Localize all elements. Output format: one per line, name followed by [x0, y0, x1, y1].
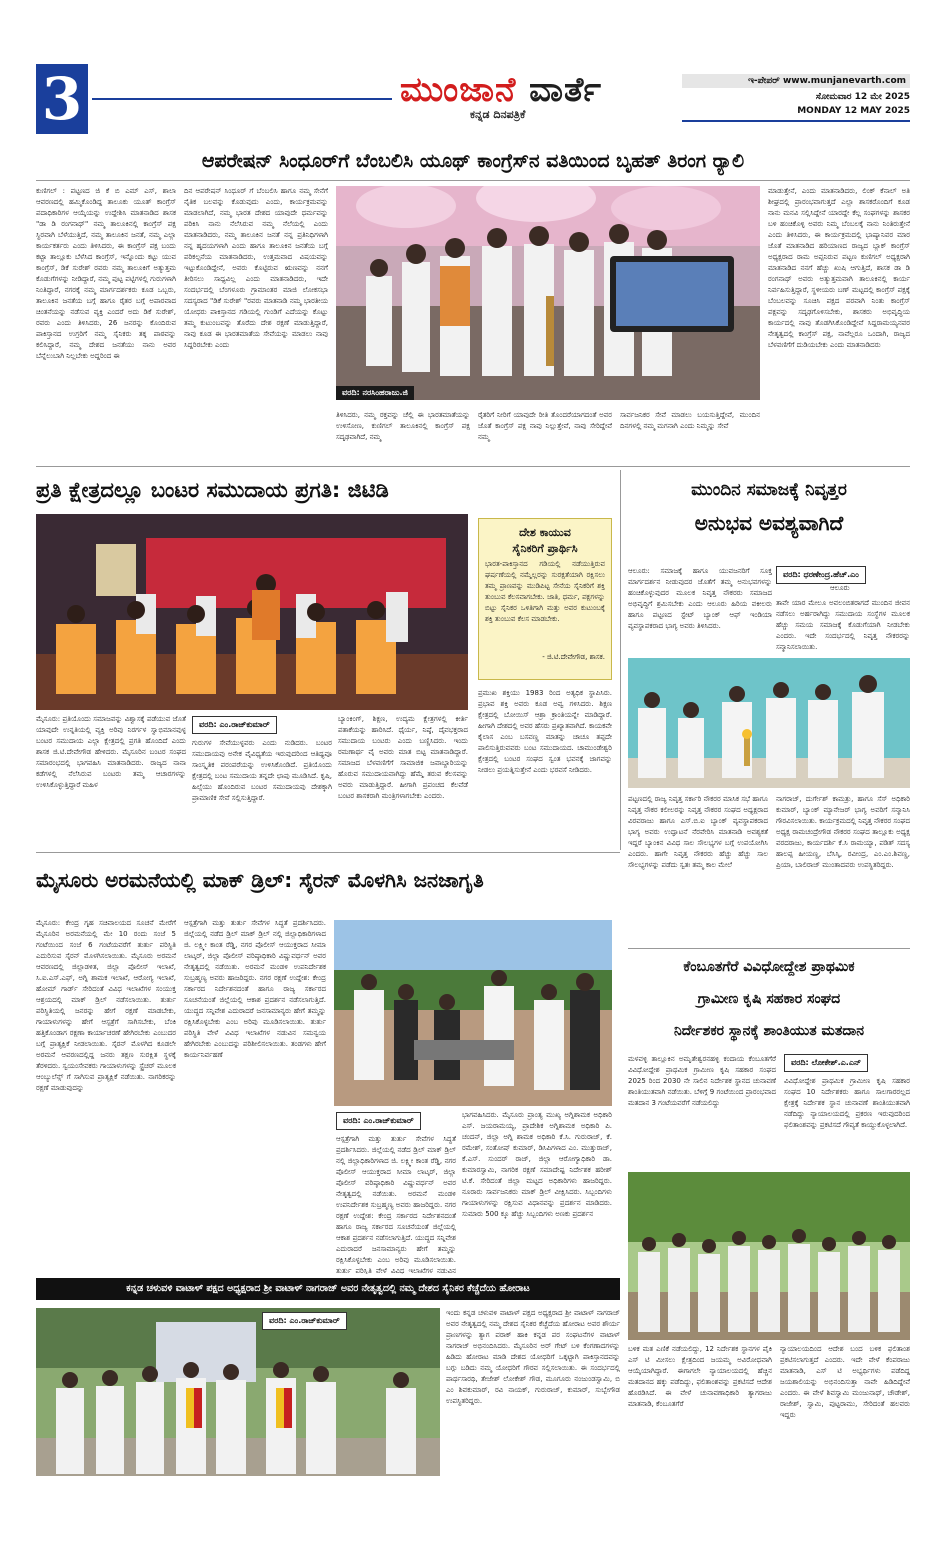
sidebar-body: ಭಾರತ-ಪಾಕಿಸ್ತಾನದ ಗಡಿಯಲ್ಲಿ ನಡೆಯುತ್ತಿರುವ ಘರ್ಷಣೆಯಲ್ಲಿ ನಮ್ಮೆಲ್ಲರನ್ನು ಸುರಕ್ಷತೆಯಾಗಿ ರಕ್ಷಿಸಲು ತಮ್ಮ ಪ್ರಾಣವನ್ನು ಮುಡಿಪಿಟ್ಟ ಸೇನೆಯ ಸೈನಿಕರಿಗೆ ಶಕ್ತಿ ತುಂಬುವ ಕೆಲಸವಾಗಬೇಕು. ಜಾತಿ, ಧರ್ಮ, ಪಕ್ಷಗಳನ್ನು ಬಿಟ್ಟು ಸೈನಿಕರ ಒಳಿತಿಗಾಗಿ ಮತ್ತು ಅವರ ಕುಟುಂಬಕ್ಕೆ ಶಕ್ತಿ ತುಂಬುವ ಕೆಲಸ ಮಾಡಬೇಕು.	[485, 560, 605, 623]
story2-col3: ಬ್ಯಾಂಕಿಂಗ್, ಶಿಕ್ಷಣ, ಉದ್ಯಮ ಕ್ಷೇತ್ರಗಳಲ್ಲಿ ಕೀರ್ತಿ ಪತಾಕೆಯನ್ನು ಹಾರಿಸಿದೆ. ಧೈರ್ಯ, ನಿಷ್ಠೆ, ದೈವಭಕ್ತರಾದ ಸಮುದಾಯ ಬಂಟರು ಎಂದು ಬಣ್ಣಿಸಿದರು. ಇಂದು ರಮಣಾರ್ಥ ವೈ ಅವರು ಮಾತ ಬಿಟ್ಟ ಮಾತನಾಡಿದ್ದಾರೆ. ಸಮಾಜದ ಬೆಳವಣಿಗೆಗೆ ಸಾಮಾಜಿಕ ಜವಾಬ್ದಾರಿಯನ್ನು ಹೊರುವ ಸಮುದಾಯವಾಗಿದ್ದು ಹೆಮ್ಮೆ ತರುವ ಕೆಲಸವನ್ನು ಅವರು ಮಾಡುತ್ತಿದ್ದಾರೆ. ಹೀಗಾಗಿ ಪ್ರಪಂಚದ ಕೆಲವೆಡೆ ಬಂಟರ ಶಾಸಕರಾಗಿ ಮಂತ್ರಿಗಳಾಗಬೇಕು ಎಂದರು.	[338, 715, 468, 800]
story4-photo	[334, 920, 612, 1106]
story5-headline-line1: ಕೆಂಬೂತಗೆರೆ ವಿವಿಧೋದ್ದೇಶ ಪ್ರಾಥಮಿಕ	[683, 959, 855, 975]
story6-headline: ಕನ್ನಡ ಚಳುವಳಿ ವಾಟಾಳ್ ಪಕ್ಷದ ಅಧ್ಯಕ್ಷರಾದ ಶ್ರೀ ವಾಟಾಳ್ ನಾಗರಾಜ್ ಅವರ ನೇತೃತ್ವದಲ್ಲಿ ನಮ್ಮ ದೇಶದ ಸೈನಿಕರ ಕೆಚ್ಚೆದೆಯ ಹೋರಾಟ	[36, 1278, 620, 1300]
story3-byline-place: ಆಲೂರು	[830, 584, 850, 592]
felicitation-photo-image	[36, 514, 468, 710]
logo-part1: ಮುಂಜಾನೆ	[400, 70, 517, 110]
story5-col-right: ವಿವಿಧೋದ್ದೇಶ ಪ್ರಾಥಮಿಕ ಗ್ರಾಮೀಣ ಕೃಷಿ ಸಹಕಾರ ಸಂಘದ 10 ನಿರ್ದೇಶಕರು ಹಾಗೂ ಸಾಲಗಾರರಲ್ಲದ ಕ್ಷೇತ್ರಕ್ಕೆ ನಿರ್ದೇಶಕ ಸ್ಥಾನ ಚುನಾವಣೆ ಶಾಂತಿಯುತವಾಗಿ ನಡೆದಿದ್ದು ನ್ಯಾಯಾಲಯದಲ್ಲಿ ಪ್ರಕರಣ ಇರುವುದರಿಂದ ಫಲಿತಾಂಶವನ್ನು ಪ್ರಕಟಿಸದೆ ಗೌಪ್ಯತೆ ಕಾಯ್ದುಕೊಳ್ಳಲಾಗಿದೆ.	[784, 1077, 910, 1129]
tagline: ಕನ್ನಡ ದಿನಪತ್ರಿಕೆ	[470, 108, 526, 121]
story5-byline: ವರದಿ: ಲೋಕೇಶ್.ಎ.ಎನ್	[784, 1054, 868, 1072]
story3-photo	[628, 658, 910, 788]
story5-bottom-right: ನ್ಯಾಯಾಲಯದಿಂದ ಆದೇಶ ಬಂದ ಬಳಿಕ ಫಲಿತಾಂಶ ಪ್ರಕಟಿಸಲಾಗುತ್ತದೆ ಎಂದರು. ಇದೇ ವೇಳೆ ಕೆಂಪರಾಜು ಮಾತನಾಡಿ, ಎಸ್ ಟಿ ಅಭ್ಯರ್ಥಿಗಳು ಪಡೆದಿದ್ದ ಜಯಶಾಲಿಯನ್ನು ಅಭಿನಂದಿಸುತ್ತಾ ನಾವೇ ಹಿಡಿದಿದ್ದೇವೆ ಎಂದರು. ಈ ವೇಳೆ ಶಿವಸ್ವಾಮಿ ಮಂಜುನಾಥ್, ಚೌಡೇಶ್, ರಾಜೇಶ್, ಸ್ವಾಮಿ, ಪುಟ್ಟರಾಮು, ಸೇರಿದಂತೆ ಹಲವರು ಇದ್ದರು	[780, 1345, 910, 1419]
sidebar-after-text: ಪ್ರಮುಖ ಶಕ್ತಿಯು 1983 ರಿಂದ ಅತ್ಯಧಿಕ ಸ್ಥಾಪಿಸಿರು. ಪ್ರಭಾವ ಶಕ್ತಿ ಅವರು ಕೂಡ ಅವ್ವ ಗಳಿಸಿದರು. ಶಿಕ್ಷಣ ಕ್ಷೇತ್ರದಲ್ಲಿ ಬೋಯಿಸ್ ಆಶ್ರಾ ಕ್ರಾಂತಿಯನ್ನೇ ಮಾಡಿದ್ದಾರೆ. ಹೀಗಾಗಿ ದೇಶದಲ್ಲಿ ಅವರ ಹೆಸರು ಪ್ರಖ್ಯಾತವಾಗಿದೆ. ಕಾಯಕವೇ ಕೈಲಾಸ ಎಂಬ ಬಸವಣ್ಣ ಮಾತನ್ನು ಚಾಚೂ ತಪ್ಪದೇ ಪಾಲಿಸುತ್ತಿರುವವರು ಬಂಟ ಸಮುದಾಯದ. ಚಾಮುಂಡೇಶ್ವರಿ ಕ್ಷೇತ್ರದಲ್ಲಿ ಬಂಟರ ಸಂಘದ ಸ್ವಂತ ಭವನಕ್ಕೆ ಜಾಗವನ್ನು ನೀಡಲು ಪ್ರಯತ್ನಿಸುತ್ತೇನೆ ಎಂದು ಭರವಸೆ ನೀಡಿದರು.	[478, 689, 612, 774]
story1-photo-caption: ವರದಿ: ನರಸಿಂಹರಾಜು.ಜಿ	[336, 386, 414, 400]
story5-col-left: ಮಳವಳ್ಳಿ ತಾಲ್ಲೂಕಿನ ಅಮೃತೇಶ್ವರನಹಳ್ಳಿ ಕಂದಾಯ ಕೆಂಬೂತಗೆರೆ ವಿವಿಧೋದ್ದೇಶ ಪ್ರಾಥಮಿಕ ಗ್ರಾಮೀಣ ಕೃಷಿ ಸಹಕಾರ ಸಂಘದ 2025 ರಿಂದ 2030 ನೇ ಸಾಲಿನ ನಿರ್ದೇಶಕ ಸ್ಥಾನದ ಚುನಾವಣೆ ಶಾಂತಿಯುತವಾಗಿ ನಡೆಯಿತು. ಬೆಳಿಗ್ಗೆ 9 ಗಂಟೆಯಿಂದ ಪ್ರಾರಂಭವಾದ ಮತದಾನ 3 ಗಂಟೆಯವರೆಗೆ ನಡೆಯಲಿದ್ದು	[628, 1055, 776, 1107]
story4-col2: ಆಸ್ಪತ್ರೆಗಾಗಿ ಮತ್ತು ತುರ್ತು ಸೇವೆಗಳ ಸಿದ್ಧತೆ ಪ್ರದರ್ಶಿಸಿದರು. ಜಿಲ್ಲೆಯಲ್ಲಿ ನಡೆದ ಡ್ರಿಲ್ ಮಾಕ್ ಡ್ರಿಲ್ ನಲ್ಲಿ ಜಿಲ್ಲಾಧಿಕಾರಿಗಳಾದ ಜಿ. ಲಕ್ಷ್ಮೀ ಕಾಂತ ರೆಡ್ಡಿ, ನಗರ ಪೊಲೀಸ್ ಆಯುಕ್ತರಾದ ಸೀಮಾ ಲಾಟ್ಕರ್, ಜಿಲ್ಲಾ ಪೊಲೀಸ್ ವರಿಷ್ಠಾಧಿಕಾರಿ ವಿಷ್ಣುವರ್ಧನ್ ಅವರ ನೇತೃತ್ವದಲ್ಲಿ ನಡೆಯಿತು. ಅರಮನೆ ಮಂಡಳಿ ಉಪನಿರ್ದೇಶಕ ಸುಬ್ರಹ್ಮಣ್ಯ ಅವರು ಹಾಜರಿದ್ದರು. ನಗರ ರಕ್ಷಣೆ ಉದ್ದೇಶ: ಕೇಂದ್ರ ಸರ್ಕಾರದ ನಿರ್ದೇಶನದಂತೆ ಹಾಗೂ ರಾಜ್ಯ ಸರ್ಕಾರದ ಸೂಚನೆಯಂತೆ ಜಿಲ್ಲೆಯಲ್ಲಿ ಆಕಾಶ ಪ್ರದರ್ಶನ ನಡೆಸಲಾಗುತ್ತಿದೆ. ಯುದ್ಧದ ಸನ್ನಿವೇಶ ಎದುರಾದರೆ ಜನಸಾಮಾನ್ಯರು ಹೇಗೆ ತಮ್ಮನ್ನು ರಕ್ಷಿಸಿಕೊಳ್ಳಬೇಕು ಎಂಬ ಅರಿವು ಮೂಡಿಸಲಾಯಿತು. ತುರ್ತು ಪರಿಸ್ಥಿತಿ ವೇಳೆ ವಿವಿಧ ಇಲಾಖೆಗಳ ನಡುವಿನ ಸಮನ್ವಯ ಹೇಗಿರಬೇಕು ಎಂಬುದನ್ನು ಪರಿಶೀಲಿಸಲಾಯಿತು. ತಂಡಗಳು ಹೇಗೆ ಕಾರ್ಯನಿರ್ವಹಣೆ	[184, 919, 326, 1059]
masthead-rule-right	[682, 120, 910, 122]
divider	[36, 466, 910, 467]
sidebar-title-line2: ಸೈನಿಕರಿಗೆ ಪ್ರಾರ್ಥಿಸಿ	[512, 542, 578, 555]
story5-bottom-left: ಬಳಿಕ ಮತ ಎಣಿಕೆ ನಡೆಯಲಿದ್ದು, 12 ನಿರ್ದೇಶಕ ಸ್ಥಾನಗಳ ಪೈಕಿ ಎಸ್ ಟಿ ಮೀಸಲು ಕ್ಷೇತ್ರದಿಂದ ಜಯಮ್ಮ ಅವಿರೋಧವಾಗಿ ಆಯ್ಕೆಯಾಗಿದ್ದಾರೆ. ಈಗಾಗಲೇ ನ್ಯಾಯಾಲಯದಲ್ಲಿ ಹೆಚ್ಚಿನ ಮತದಾನದ ಹಕ್ಕು ಪಡೆದಿದ್ದು, ಫಲಿತಾಂಶವನ್ನು ಪ್ರಕಟಿಸದೆ ಆದೇಶ ಹೊರಡಿಸಿದೆ. ಈ ವೇಳೆ ಚುನಾವಣಾಧಿಕಾರಿ ತ್ಯಾಗರಾಜು ಮಾತನಾಡಿ, ಕೆಂಬೂತಗೆರೆ	[628, 1345, 772, 1408]
page-number: 3	[36, 64, 88, 134]
story6-body: ಇಂದು ಕನ್ನಡ ಚಳುವಳಿ ವಾಟಾಳ್ ಪಕ್ಷದ ಅಧ್ಯಕ್ಷರಾದ ಶ್ರೀ ವಾಟಾಳ್ ನಾಗರಾಜ್ ಅವರ ನೇತೃತ್ವದಲ್ಲಿ ನಮ್ಮ ದೇಶದ ಸೈನಿಕರ ಕೆಚ್ಚೆದೆಯ ಹೋರಾಟ ಅವರ ಶೌರ್ಯ ಪ್ರಾಣಗಳನ್ನು ತ್ಯಾಗ ಪರಾಕ್ ಹಾಕಿ ಕನ್ನಡ ಪರ ಸಂಘಟನೆಗಳ ವಾಟಾಳ್ ನಾಗರಾಜ್ ಅಭಿನಂದಿಸಿದರು. ಮೈಸೂರಿನ ಅರ್ ಗೇಟ್ ಬಳಿ ಕೆಂಗಣಾದಗಳನ್ನು ಹಿಡಿದು ಹೋರಾಟ ಮಾಡಿ ದೇಶದ ಯೋಧರಿಗೆ ಒಕ್ಕಟ್ಟಾಗಿ ಪಾಕಿಸ್ತಾನದವನ್ನು ಬಗ್ಗು ಬಡಿದು ನಮ್ಮ ಯೋಧರಿಗೆ ಗೌರವ ಸಲ್ಲಿಸಲಾಯಿತು. ಈ ಸಂದರ್ಭದಲ್ಲಿ ಪಾರ್ಥಸಾರಥಿ, ತೇಜೇಶ್ ಲೋಕೇಶ್ ಗೌಡ, ಮೂಗೂರು ನಂಜುಂಡಸ್ವಾಮಿ, ಬಿ ಎಂ ಶಿವಕುಮಾರ್, ರವಿ ನಾಯಕ್, ಗುರುರಾಜ್, ಕುಮಾರ್, ಸುಬ್ಬೇಗೌಡ ಉಪಸ್ಥಿತರಿದ್ದರು.	[446, 1309, 620, 1405]
story5-headline-line3: ನಿರ್ದೇಶಕರ ಸ್ಥಾನಕ್ಕೆ ಶಾಂತಿಯುತ ಮತದಾನ	[673, 1023, 865, 1039]
story4-byline: ವರದಿ: ಎಂ.ರಾಜ್‌ಕುಮಾರ್	[336, 1112, 421, 1130]
story4-col3-left: ಆಸ್ಪತ್ರೆಗಾಗಿ ಮತ್ತು ತುರ್ತು ಸೇವೆಗಳ ಸಿದ್ಧತೆ ಪ್ರದರ್ಶಿಸಿದರು. ಜಿಲ್ಲೆಯಲ್ಲಿ ನಡೆದ ಡ್ರಿಲ್ ಮಾಕ್ ಡ್ರಿಲ್ ನಲ್ಲಿ ಜಿಲ್ಲಾಧಿಕಾರಿಗಳಾದ ಜಿ. ಲಕ್ಷ್ಮೀ ಕಾಂತ ರೆಡ್ಡಿ, ನಗರ ಪೊಲೀಸ್ ಆಯುಕ್ತರಾದ ಸೀಮಾ ಲಾಟ್ಕರ್, ಜಿಲ್ಲಾ ಪೊಲೀಸ್ ವರಿಷ್ಠಾಧಿಕಾರಿ ವಿಷ್ಣುವರ್ಧನ್ ಅವರ ನೇತೃತ್ವದಲ್ಲಿ ನಡೆಯಿತು. ಅರಮನೆ ಮಂಡಳಿ ಉಪನಿರ್ದೇಶಕ ಸುಬ್ರಹ್ಮಣ್ಯ ಅವರು ಹಾಜರಿದ್ದರು. ನಗರ ರಕ್ಷಣೆ ಉದ್ದೇಶ: ಕೇಂದ್ರ ಸರ್ಕಾರದ ನಿರ್ದೇಶನದಂತೆ ಹಾಗೂ ರಾಜ್ಯ ಸರ್ಕಾರದ ಸೂಚನೆಯಂತೆ ಜಿಲ್ಲೆಯಲ್ಲಿ ಆಕಾಶ ಪ್ರದರ್ಶನ ನಡೆಸಲಾಗುತ್ತಿದೆ. ಯುದ್ಧದ ಸನ್ನಿವೇಶ ಎದುರಾದರೆ ಜನಸಾಮಾನ್ಯರು ಹೇಗೆ ತಮ್ಮನ್ನು ರಕ್ಷಿಸಿಕೊಳ್ಳಬೇಕು ಎಂಬ ಅರಿವು ಮೂಡಿಸಲಾಯಿತು. ತುರ್ತು ಪರಿಸ್ಥಿತಿ ವೇಳೆ ವಿವಿಧ ಇಲಾಖೆಗಳ ನಡುವಿನ	[336, 1135, 456, 1274]
story1-under3: ಸಾರ್ವಜನಿಕರ ಸೇವೆ ಮಾಡಲು ಬಯಸುತ್ತಿದ್ದೇವೆ, ಮುಂದಿನ ದಿನಗಳಲ್ಲಿ ನಮ್ಮ ಮಗನಾಗಿ ಎಂದು ನಿಮ್ಮನ್ನು ಸೇವೆ	[620, 411, 760, 430]
story6-byline: ವರದಿ: ಎಂ.ರಾಜ್‌ಕುಮಾರ್	[262, 1312, 347, 1330]
story1-col-right: ಮಾಡುತ್ತೇನೆ, ಎಂದು ಮಾತನಾಡಿದರು, ಲಿಂಕ್ ಕೆನಾಲ್ ಅತಿ ಶೀಘ್ರದಲ್ಲಿ ಪ್ರಾರಂಭವಾಗುತ್ತದೆ ಎಲ್ಲಾ ಶಾಸಕರೊಂದಿಗೆ ಕೂಡ ನಾನು ಮನವಿ ಸಲ್ಲಿಸಿದ್ದೇನೆ ಯಾರದ್ದೇ ಕೆಲ್ಲ ಸಂಘಗಳನ್ನು ಶಾಸಕರ ಬಳಿ ಹಂಚಿಕೊಳ್ಳಿ ಅವರು ನಿಮ್ಮ ಬೆಂಬಲಕ್ಕೆ ನಾನು ನಿಂತಿರುತ್ತೇನೆ ಎಂದು ತಿಳಿಸಿದರು, ಈ ಕಾರ್ಯಕ್ರಮದಲ್ಲಿ ಭಾಷ್ಯಾನಿವರ ಮಾರ ಜೊತೆ ಮಾತನಾಡಿದ ಹರಿಯಾಣದ ರಾಜ್ಯದ ಬ್ಲಾಕ್ ಕಾಂಗ್ರೆಸ್ ಅಧ್ಯಕ್ಷರಾದ ರಾಮ ಅಪ್ಪನಿರುವ ಪಟ್ಟಣ ಕುಣಿಗಲ್ ಅಧ್ಯಕ್ಷರಾಗಿ ಮಾತನಾಡಿದ ನನಗೆ ಹೆಚ್ಚು ಖುಷಿ ಆಗುತ್ತಿದೆ, ಶಾಸಕ ಡಾ ಡಿ ರಂಗನಾಥ್ ಅವರು ಅತ್ಯುತ್ತಮವಾಗಿ ತಾಲೂಕಿನಲ್ಲಿ ಕಾರ್ಯ ನಿರ್ವಹಿಸುತ್ತಿದ್ದಾರೆ, ಸ್ಥಳೀಯರು ಬಣ್ ಮಟ್ಟದಲ್ಲಿ ಕಾಂಗ್ರೆಸ್ ಪಕ್ಷಕ್ಕೆ ಬೆಂಬಲವನ್ನು ಸೂಚಿಸಿ ಪಕ್ಷದ ಪರವಾಗಿ ನಿಂತು ಕಾಂಗ್ರೆಸ್ ಪಕ್ಷವನ್ನು ಸದೃಢಗೊಳಿಸಬೇಕು, ಶಾಸಕರು ಅಭಿವೃದ್ಧಿಯ ಕಾರ್ಯದಲ್ಲಿ ನಾವು ತೊಡಗಿಸಿಕೊಂಡಿದ್ದೇವೆ ಸಿದ್ದರಾಮಯ್ಯನವರ ನೇತೃತ್ವದಲ್ಲಿ ಕಾಂಗ್ರೆಸ್ ಪಕ್ಷ, ನಾವೆಲ್ಲರೂ ಒಂದಾಗಿ, ರಾಜ್ಯದ ಬೆಳವಣಿಗೆಗೆ ದುಡಿಯಬೇಕು ಎಂದು ಮಾತನಾಡಿದರು	[768, 187, 910, 349]
story3-byline: ವರದಿ: ಧರಣೇಂದ್ರ.ಹೆಚ್.ಎಂ	[776, 566, 866, 584]
story3-col-top: ಆಲೂರು: ಸಮಾಜಕ್ಕೆ ಹಾಗೂ ಯುವಜನರಿಗೆ ಸೂಕ್ತ ಮಾರ್ಗದರ್ಶನ ನೀಡುವುದರ ಜೊತೆಗೆ ತಮ್ಮ ಅನುಭವಗಳನ್ನು ಹಂಚಿಕೊಳ್ಳುವುದರ ಮೂಲಕ ನಿವೃತ್ತ ನೌಕರರು ಸಮಾಜದ ಅಭಿವೃದ್ಧಿಗೆ ಶ್ರಮಿಸಬೇಕು ಎಂದು ಆಲೂರು ಹಿರಿಯ ವಕೀಲರು ಹಾಗೂ ಪಟ್ಟಣದ ಸ್ಟೇಟ್ ಬ್ಯಾಂಕ್ ಆಫ್ ಇಂಡಿಯಾ ವ್ಯವಸ್ಥಾಪಕರಾದ ಭಾಗ್ಯ ಅವರು ತಿಳಿಸಿದರು.	[628, 567, 772, 630]
sidebar-signature: - ಜಿ.ಟಿ.ದೇವೇಗೌಡ, ಶಾಸಕ.	[542, 653, 605, 661]
story4-col3: ಭಾಗವಹಿಸಿದರು. ಮೈಸೂರು ಪ್ರಾಂತ್ಯ ಮುಖ್ಯ ಅಗ್ನಿಶಾಮಕ ಅಧಿಕಾರಿ ಎಸ್. ಜಯರಾಮಯ್ಯ, ಪ್ರಾದೇಶಿಕ ಅಗ್ನಿಶಾಮಕ ಅಧಿಕಾರಿ ಪಿ. ಚಂದನ್, ಜಿಲ್ಲಾ ಅಗ್ನಿ ಶಾಮಕ ಅಧಿಕಾರಿ ಕೆ.ಸಿ. ಗುರುರಾಜ್, ಕೆ. ರಮೇಶ್, ಸಂತೋಷ್ ಕುಮಾರ್, ಡಿಸಿಪಿಗಳಾದ ಎಂ. ಮುತ್ತುರಾಜ್, ಕೆ.ಎಸ್. ಸುಂದರ್ ರಾಜ್, ಜಿಲ್ಲಾ ಆರೋಗ್ಯಾಧಿಕಾರಿ ಡಾ. ಕುಮಾರಸ್ವಾಮಿ, ನಾಗರಿಕ ರಕ್ಷಣೆ ಸಮಾದೇಷ್ಟ ನಿರ್ದೇಶಕ ಹರೀಶ್ ಟಿ.ಕೆ. ಸೇರಿದಂತೆ ಜಿಲ್ಲಾ ಮಟ್ಟದ ಅಧಿಕಾರಿಗಳು ಹಾಜರಿದ್ದರು. ನೂರಾರು ಸಾರ್ವಜನಿಕರು ಮಾಕ್ ಡ್ರಿಲ್ ವೀಕ್ಷಿಸಿದರು. ಸಿಬ್ಬಂದಿಗಳು ಗಾಯಾಳುಗಳನ್ನು ರಕ್ಷಿಸುವ ವಿಧಾನವನ್ನು ಪ್ರದರ್ಶನ ಮಾಡಿದರು. ಸುಮಾರು 500 ಕ್ಕೂ ಹೆಚ್ಚು ಸಿಬ್ಬಂದಿಗಳು ಅಣಕು ಪ್ರದರ್ಶನ	[462, 1111, 612, 1218]
sidebar-quote-box	[478, 518, 612, 680]
story5-headline-line2: ಗ್ರಾಮೀಣ ಕೃಷಿ ಸಹಕಾರ ಸಂಘದ	[697, 991, 841, 1007]
story2-headline: ಪ್ರತಿ ಕ್ಷೇತ್ರದಲ್ಲೂ ಬಂಟರ ಸಮುದಾಯ ಪ್ರಗತಿ: ಜಿಟಿಡಿ	[36, 478, 389, 502]
divider	[620, 470, 621, 850]
story1-under2: ರೈತರಿಗೆ ನೀರಿಗೆ ಯಾವುದೇ ರೀತಿ ತೊಂದರೆಯಾಗದಂತೆ ಅವರ ಜೊತೆ ಕಾಂಗ್ರೆಸ್ ಪಕ್ಷ ನಾವು ನಿಲ್ಲುತ್ತೇವೆ, ನಾವು ಸೇರಿದ್ದೇವೆ ನಮ್ಮ	[478, 411, 612, 441]
epaper-url: ಇ-ಪೇಪರ್ www.munjanevarth.com	[682, 74, 910, 88]
story3-col-left: ಪಟ್ಟಣದಲ್ಲಿ ರಾಜ್ಯ ನಿವೃತ್ತ ಸರ್ಕಾರಿ ನೌಕರರ ಮಾಸಿಕ ಸಭೆ ಹಾಗೂ ನಿವೃತ್ತ ನೌಕರ ಕಲೀಲರನ್ನು ನಿವೃತ್ತ ನೌಕರರ ಸಂಘದ ಅಧ್ಯಕ್ಷರಾದ ವಿರವರಾಜು ಹಾಗೂ ಎಸ್.ಬಿ.ಐ ಬ್ಯಾಂಕ್ ವ್ಯವಸ್ಥಾಪಕರಾದ ಭಾಗ್ಯ ಅವರು ಉದ್ಘಾಟನೆ ನೆರವೇರಿಸಿ ಮಾತನಾಡಿ ಅವಶ್ಯಕತೆ ಇದ್ದರೆ ಬ್ಯಾಂಕಿನ ವಿವಿಧ ಸಾಲ ಸೌಲಭ್ಯಗಳ ಬಗ್ಗೆ ಉಪಯೋಗಿಸಿ ಎಂದರು. ಹಾಗೇ ನಿವೃತ್ತ ನೌಕರರು ಹೆಚ್ಚು ಹೆಚ್ಚು ಸಾಲ ಸೌಲಭ್ಯಗಳನ್ನು ಪಡೆದು ಸ್ವತಃ ತಮ್ಮ ಕಾಲ ಮೇಲೆ	[628, 795, 768, 869]
story3-headline-line2: ಅನುಭವ ಅವಶ್ಯವಾಗಿದೆ	[694, 511, 844, 535]
story1-headline: ಆಪರೇಷನ್ ಸಿಂಧೂರ್‌ಗೆ ಬೆಂಬಲಿಸಿ ಯೂಥ್ ಕಾಂಗ್ರೆಸ್‌ನ ವತಿಯಿಂದ ಬೃಹತ್ ತಿರಂಗ ರ್‍ಯಾಲಿ	[201, 150, 745, 172]
divider	[36, 852, 620, 853]
story2-photo	[36, 514, 468, 710]
divider	[36, 180, 910, 181]
date-kannada: ಸೋಮವಾರ 12 ಮೇ 2025	[815, 92, 910, 102]
story5-photo	[628, 1172, 910, 1340]
story1-col1: ಕುಣಿಗಲ್ : ಪಟ್ಟಣದ ಜಿ ಕೆ ಬಿ ಎಮ್ ಎಸ್, ಶಾಲಾ ಆವರಣದಲ್ಲಿ ಹಮ್ಮಿಕೊಂಡಿದ್ದ ತಾಲೂಕು ಯೂತ್ ಕಾಂಗ್ರೆಸ್ ಪದಾಧಿಕಾರಿಗಳ ಆಯ್ಕೆಯನ್ನು ಉದ್ದೇಶಿಸಿ ಮಾತನಾಡಿದ ಶಾಸಕ "ಡಾ ಡಿ ರಂಗನಾಥ್" ನಮ್ಮ ತಾಲೂಕಿನಲ್ಲಿ ಕಾಂಗ್ರೆಸ್ ಪಕ್ಷ ಸ್ಥಿರವಾಗಿ ಬೆಳೆಯುತ್ತಿದೆ, ನಮ್ಮ ತಾಲೂಕಿನ ಜನತೆ, ನಮ್ಮ ಎಲ್ಲಾ ಕಾರ್ಯಕರ್ತರು ಎಂದು ತಿಳಿಸಿದರು, ಈ ಕಾಂಗ್ರೆಸ್ ಪಕ್ಷ ಬಂದು ಕಟ್ಟಾ ತಾಲ್ಲೂಕು ಬೆಳೆಸಿದ ಕಾಂಗ್ರೆಸ್, ಇನ್ನೊಂದು ಕಟ್ಟು ಯುವ ಕಾಂಗ್ರೆಸ್, ಡಿಕೆ ಸುರೇಶ್ ರವರು ನಮ್ಮ ತಾಲೂಕಿಗೆ ಅತ್ಯುತ್ತಮ ಕೊಡುಗೆಗಳನ್ನು ನೀಡಿದ್ದಾರೆ, ನಮ್ಮ ಪುಟ್ಟ ಪಟ್ಟಿಗಳಲ್ಲಿ ಗುರುಗಳಾಗಿ ನಿಂತಿದ್ದಾರೆ, ನಗರಕ್ಕೆ ನಮ್ಮ ಮಾರ್ಗದರ್ಶಕರು ಕೂಡ ಒಬ್ಬರು, ತಾಲೂಕಿನ ಜನತೆಯ ಬಗ್ಗೆ ಹಾಗೂ ರೈತರ ಬಗ್ಗೆ ಅಪಾರವಾದ ಚಿಂತನೆಯನ್ನು ನಡೆಸುವ ವ್ಯಕ್ತಿ ಎಂದರೆ ಅದು ಡಿಕೆ ಸುರೇಶ್, ರವರು ಎಂದು ತಿಳಿಸಿದರು, 26 ಜನರನ್ನು ಕೊಂದಿರುವ ಪಾಕಿಸ್ತಾನದ ಉಗ್ರರಿಗೆ ನಮ್ಮ ಸೈನಿಕರು ತಕ್ಕ ಪಾಠವನ್ನು ಕಲಿಸಿದ್ದಾರೆ, ನಮ್ಮ ದೇಶದ ಜನತೆಯು ನಾನು ಅವರ ಬೆನ್ನೆಲುಬಾಗಿ ನಿಲ್ಲಬೇಕು ಅದ್ದರಿಂದ ಈ	[36, 187, 176, 360]
election-crowd-image	[628, 1172, 910, 1340]
story3-col-right: ನಾಗರಾಜ್, ದುರ್ಗೇಶ್ ಕಾಮತ್ರು, ಹಾಗೂ ಸೆಸ್ ಅಧಿಕಾರಿ ಕುಮಾರ್, ಬ್ಯಾಂಕ್ ಮ್ಯಾನೇಜರ್ ಭಾಗ್ಯ ಅವರಿಗೆ ಸನ್ಮಾನಿಸಿ ಗೌರವಿಸಲಾಯಿತು. ಕಾರ್ಯಕ್ರಮದಲ್ಲಿ ನಿವೃತ್ತ ನೌಕರರ ಸಂಘದ ಅಧ್ಯಕ್ಷ ರಾಮಚಂದ್ರೇಗೌಡ ನೌಕರರ ಸಂಘದ ತಾಲ್ಲೂಕು ಅಧ್ಯಕ್ಷ ವರದರಾಜು, ಕಾರ್ಯದರ್ಶಿ ಕೆ.ಸಿ ರಾಮಯ್ಯಾ, ಪಡಿತ್ ಸದಸ್ಯ ಹಾಲಪ್ಪ ಹೀಯಣ್ಣ, ಬೆಸಿಸ್ಕಿ, ರವೀಂದ್ರ, ಎಂ.ಎಂ.ಶಿವಣ್ಣ, ಪ್ರಿಯಾ, ಬಾಲಿರಾಜ್ ಮುಂತಾದವರು ಉಪಸ್ಥಿತರಿದ್ದರು.	[776, 795, 910, 869]
story2-byline: ವರದಿ: ಎಂ.ರಾಜ್‌ಕುಮಾರ್	[192, 716, 277, 734]
story1-photo	[336, 186, 760, 400]
story3-col-mid: ತಾವೇ ಯಾರ ಮೇಲೂ ಅವಲಂಬಿತರಾಗದೆ ಮುಂದಿನ ಜೀವನ ನಡೆಸಲು ಅರ್ಹರಾಗಿದ್ದು ಸಮುದಾಯ ಸಂಸ್ಥೆಗಳ ಮೂಲಕ ಹೆಚ್ಚು ಸಮಯ ಸಮಾಜಕ್ಕೆ ಕೊಡುಗೆಯಾಗಿ ನೀಡಬೇಕು ಎಂದರು. ಇದೇ ಸಂದರ್ಭದಲ್ಲಿ ನಿವೃತ್ತ ನೌಕರರನ್ನು ಸನ್ಮಾನಿಸಲಾಯಿತು.	[776, 599, 910, 651]
date-english: MONDAY 12 MAY 2025	[797, 106, 910, 116]
mock-drill-image	[334, 920, 612, 1106]
rally-photo-image	[336, 186, 760, 400]
story3-headline-line1: ಮುಂದಿನ ಸಮಾಜಕ್ಕೆ ನಿವೃತ್ತರ	[691, 480, 847, 500]
sidebar-title-line1: ದೇಶ ಕಾಯುವ	[519, 526, 571, 539]
story4-col1: ಮೈಸೂರು: ಕೇಂದ್ರ ಗೃಹ ಸಚಿವಾಲಯದ ಸೂಚನೆ ಮೇರೆಗೆ ಮೈಸೂರಿನ ಅರಮನೆಯಲ್ಲಿ ಮೇ 10 ರಂದು ಸಂಜೆ 5 ಗಂಟೆಯಿಂದ ಸಂಜೆ 6 ಗಂಟೆಯವರೆಗೆ ತುರ್ತು ಪರಿಸ್ಥಿತಿ ಎದುರಿಸುವ ಸೈರನ್ ಮೊಳಗಿಸಲಾಯಿತು. ಮೈಸೂರು ಅರಮನೆ ಆವರಣದಲ್ಲಿ ಜಿಲ್ಲಾಡಳಿತ, ಜಿಲ್ಲಾ ಪೊಲೀಸ್ ಇಲಾಖೆ, ಸಿ.ಐ.ಎಸ್.ಎಫ್, ಅಗ್ನಿ ಶಾಮಕ ಇಲಾಖೆ, ಆರೋಗ್ಯ ಇಲಾಖೆ, ಹೋಮ್ ಗಾರ್ಡ್ ಸೇರಿದಂತೆ ವಿವಿಧ ಇಲಾಖೆಗಳ ಸಂಯುಕ್ತ ಆಶ್ರಯದಲ್ಲಿ ಮಾಕ್ ಡ್ರಿಲ್ ನಡೆಸಲಾಯಿತು. ತುರ್ತು ಪರಿಸ್ಥಿತಿಯಲ್ಲಿ ಜನರನ್ನು ಹೇಗೆ ರಕ್ಷಣೆ ಮಾಡಬೇಕು, ಗಾಯಾಳುಗಳನ್ನು ಹೇಗೆ ಆಸ್ಪತ್ರೆಗೆ ಸಾಗಿಸಬೇಕು, ಬೆಂಕಿ ಹತ್ತಿಕೊಂಡಾಗ ರಕ್ಷಣಾ ಕಾರ್ಯಾಚರಣೆ ಹೇಗಿರಬೇಕು ಎಂಬುದರ ಬಗ್ಗೆ ಪ್ರಾತ್ಯಕ್ಷಿಕೆ ನೀಡಲಾಯಿತು. ಸೈರನ್ ಮೊಳಗಿದ ಕೂಡಲೇ ಅರಮನೆ ಆವರಣದಲ್ಲಿದ್ದ ಜನರು ತಕ್ಷಣ ಸುರಕ್ಷಿತ ಸ್ಥಳಕ್ಕೆ ತೆರಳಿದರು. ಸ್ವಯಂಸೇವಕರು ಗಾಯಾಳುಗಳನ್ನು ಸ್ಟ್ರೆಚರ್ ಮೂಲಕ ಆಂಬ್ಯುಲೆನ್ಸ್ ಗೆ ಸಾಗಿಸುವ ಪ್ರಾತ್ಯಕ್ಷಿಕೆ ನಡೆಯಿತು. ನಾಗರಿಕರನ್ನು ರಕ್ಷಣೆ ಮಾಡುವುದನ್ನು	[36, 919, 176, 1092]
divider	[628, 948, 910, 949]
story6-photo	[36, 1308, 440, 1476]
retirees-meeting-image	[628, 658, 910, 788]
vatal-protest-image	[36, 1308, 440, 1476]
story2-col2: ಗುರುಗಳ ಸೇವೆಯುಳ್ಳವರು ಎಂದು ನುಡಿದರು. ಬಂಟರ ಸಮುದಾಯವು ಅನೇಕ ವೈವಿಧ್ಯತೆಯ ಇರುವುದರಿಂದ ಆತಿಥ್ಯವೂ ಸಾಂಸ್ಕೃತಿಕ ಪರಂಪರೆಯನ್ನು ಉಳಿಸಿಕೊಂಡಿದೆ. ಪ್ರತಿಯೊಂದು ಕ್ಷೇತ್ರದಲ್ಲಿ ಬಂಟ ಸಮುದಾಯ ತನ್ನದೇ ಛಾಪು ಮೂಡಿಸಿದೆ. ಕೃಷಿ, ಹಿಲ್ಸೆಯು ಹೊಂದಿರುವ ಬಂಟರ ಸಮುದಾಯವು ದೇಶಕ್ಕಾಗಿ ಪ್ರಾಮಾಣಿಕ ಸೇವೆ ಸಲ್ಲಿಸುತ್ತಿದ್ದಾರೆ.	[192, 739, 332, 802]
story4-headline: ಮೈಸೂರು ಅರಮನೆಯಲ್ಲಿ ಮಾಕ್ ಡ್ರಿಲ್: ಸೈರನ್ ಮೊಳಗಿಸಿ ಜನಜಾಗೃತಿ	[36, 868, 484, 892]
story1-under1: ತಿಳಿಸಿದರು, ನಮ್ಮ ರಕ್ತವನ್ನು ಚೆಲ್ಲಿ ಈ ಭಾರತಮಾತೆಯನ್ನು ಉಳಿಸೋಣ, ಕುಣಿಗಲ್ ತಾಲೂಕಿನಲ್ಲಿ ಕಾಂಗ್ರೆಸ್ ಪಕ್ಷ ಸದೃಢವಾಗಿದೆ, ನಮ್ಮ	[336, 411, 470, 441]
logo-part2: ವಾರ್ತೆ	[529, 70, 602, 110]
newspaper-logo	[400, 70, 660, 110]
masthead-rule-left	[92, 98, 392, 100]
story1-col2: ದಿನ ಆಪರೇಷನ್ ಸಿಂಧೂರ್ ಗೆ ಬೆಂಬಲಿಸಿ ಹಾಗೂ ನಮ್ಮ ಸೇನೆಗೆ ನೈತಿಕ ಬಲವನ್ನು ಕೊಡುವುದು ಎಂದು, ಕಾರ್ಯಕ್ರಮವನ್ನು ಮಾಡಲಾಗಿದೆ, ನಮ್ಮ ಭಾರತ ದೇಶದ ಯಾವುದೇ ಧರ್ಮವನ್ನು ಪರಿಕಿಸಿ ನಾನು ನೆಲೆಸಿರುವ ನಮ್ಮ ನೆಲೆಯಲ್ಲಿ ಎಂದು ಮಾತನಾಡಿದರು, ನಮ್ಮ ತಾಲೂಕಿನ ಜನತೆ ನನ್ನ ಪ್ರತಿನಿಧಿಗಳಾಗಿ ನನ್ನ ಹೃದಯಗಳಾಗಿ ಎಂದು ಹಾಗೂ ತಾಲೂಕಿನ ಜನತೆಯ ಬಗ್ಗೆ ಪರಿಕಲ್ಪನೆಯ ಮಾತನಾಡಿದರು, ಉತ್ತಮವಾದ ವಿಷಯವನ್ನು ಇಟ್ಟುಕೊಂಡಿದ್ದೇನೆ, ಅವರು ಕೊಟ್ಟಿರುವ ಋಣವನ್ನು ನನಗೆ ತೀರಿಸಲು ಸಾಧ್ಯವಿಲ್ಲ ಎಂದು ಮಾತನಾಡಿದರು, ಇದೇ ಸಂದರ್ಭದಲ್ಲಿ ಬೆಂಗಳೂರು ಗ್ರಾಮಾಂತರ ಮಾಜಿ ಲೋಕಸಭಾ ಸದಸ್ಯರಾದ "ಡಿಕೆ ಸುರೇಶ್ "ರವರು ಮಾತನಾಡಿ ನಮ್ಮ ಭಾರತೀಯ ಯೋಧರು ಪಾಕಿಸ್ತಾನದ ಗಡಿಯಲ್ಲಿ ಗುಂಡಿಗೆ ಎದೆಯನ್ನು ಕೊಟ್ಟು ತಮ್ಮ ಕುಟುಂಬವನ್ನು ತೊರೆದು ದೇಶ ರಕ್ಷಣೆ ಮಾಡುತ್ತಿದ್ದಾರೆ, ನಾವು ಕೂಡ ಈ ಭಾರತಮಾತೆಯ ಸೇವೆಯನ್ನು ಮಾಡಲು ನಾವು ಸಿದ್ದರಿರಬೇಕು ಎಂದು	[184, 187, 328, 349]
story2-col1: ಮೈಸೂರು: ಪ್ರತಿಯೊಂದು ಸಮಾಜವನ್ನು ವಿಶ್ವಾಸಕ್ಕೆ ಪಡೆಯುವ ಜೊತೆ ಯಾವುದೇ ಉನ್ನತಿಯಲ್ಲಿ ವ್ಯಕ್ತಿ ಅರಿವು ನಿರರ್ಗಳ ಸ್ವಾಭಿಮಾನವುಳ್ಳ ಬಂಟರ ಸಮುದಾಯ ಎಲ್ಲಾ ಕ್ಷೇತ್ರದಲ್ಲಿ ಪ್ರಗತಿ ಹೊಂದಿದೆ ಎಂದು ಶಾಸಕ ಜಿ.ಟಿ.ದೇವೇಗೌಡ ಹೇಳಿದರು. ಮೈಸೂರಿನ ಬಂಟರ ಸಂಘದ ಸಮಾರಂಭದಲ್ಲಿ ಭಾಗವಹಿಸಿ ಮಾತನಾಡಿದರು. ರಾಜ್ಯದ ನಾನಾ ಕಡೆಗಳಲ್ಲಿ ನೆಲೆಸಿರುವ ಬಂಟರು ತಮ್ಮ ಆಚಾರಗಳನ್ನು ಉಳಿಸಿಕೊಳ್ಳುತ್ತಿದ್ದಾರೆ ಮಹಿಳ	[36, 715, 186, 789]
